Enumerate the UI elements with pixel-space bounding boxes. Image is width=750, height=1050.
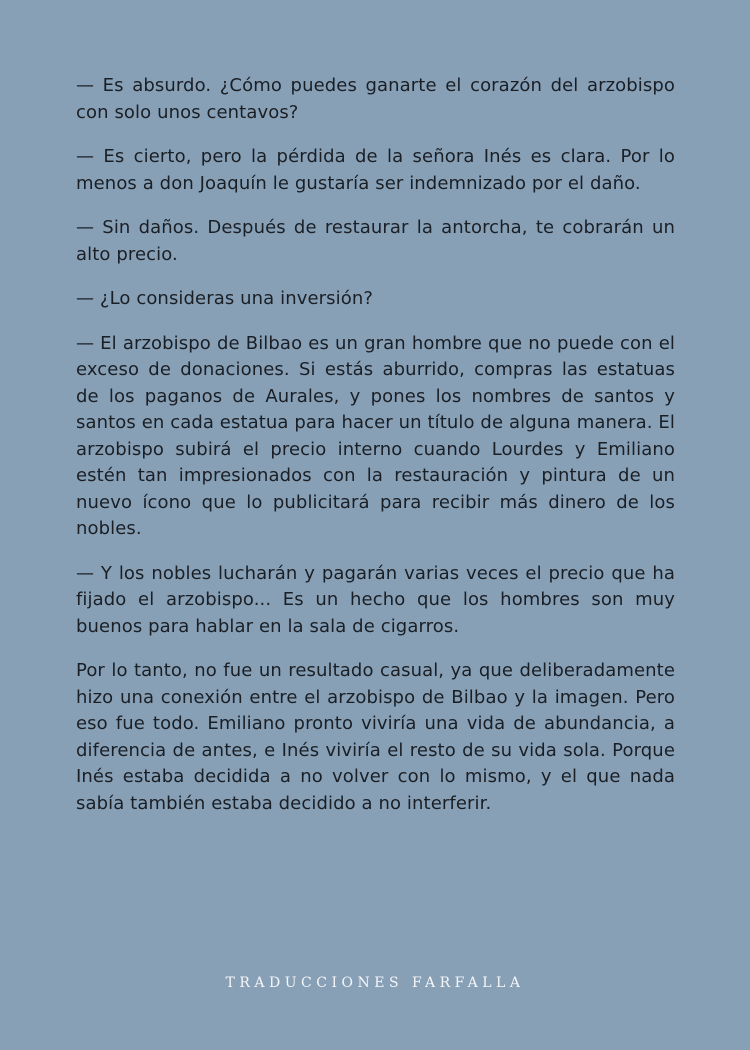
- paragraph: — ¿Lo consideras una inversión?: [76, 288, 374, 309]
- footer-credit: TRADUCCIONES FARFALLA: [225, 975, 525, 991]
- paragraph: Por lo tanto, no fue un resultado casual, ya que deliberadamente hizo una conexión entre el arzobispo de Bilbao y la imagen. Pero eso fue todo. Emiliano pronto viviría una vida de abundancia, a diferencia de antes, e Inés viviría el resto de su vida sola. Porque Inés estaba decidida a no volver con lo mismo, y el que nada sabía también estaba decidido a no interferir.: [76, 660, 675, 814]
- paragraph: — Es cierto, pero la pérdida de la señora Inés es clara. Por lo menos a don Joaquín le gustaría ser indemnizado por el daño.: [76, 146, 675, 194]
- paragraph: — Sin daños. Después de restaurar la antorcha, te cobrarán un alto precio.: [76, 217, 675, 265]
- paragraph: — Y los nobles lucharán y pagarán varias veces el precio que ha fijado el arzobispo... Es un hecho que los hombres son muy buenos para hablar en la sala de cigarros.: [76, 562, 675, 637]
- paragraph: — Es absurdo. ¿Cómo puedes ganarte el corazón del arzobispo con solo unos centavos?: [76, 75, 675, 123]
- paragraph: — El arzobispo de Bilbao es un gran hombre que no puede con el exceso de donaciones. Si estás aburrido, compras las estatuas de los paganos de Aurales, y pones los nombres de santos y santos en cada estatua para hacer un título de alguna manera. El arzobispo subirá el precio interno cuando Lourdes y Emiliano estén tan impresionados con la restauración y pintura de un nuevo ícono que lo publicitará para recibir más dinero de los nobles.: [76, 332, 675, 539]
- page-body: [76, 73, 675, 835]
